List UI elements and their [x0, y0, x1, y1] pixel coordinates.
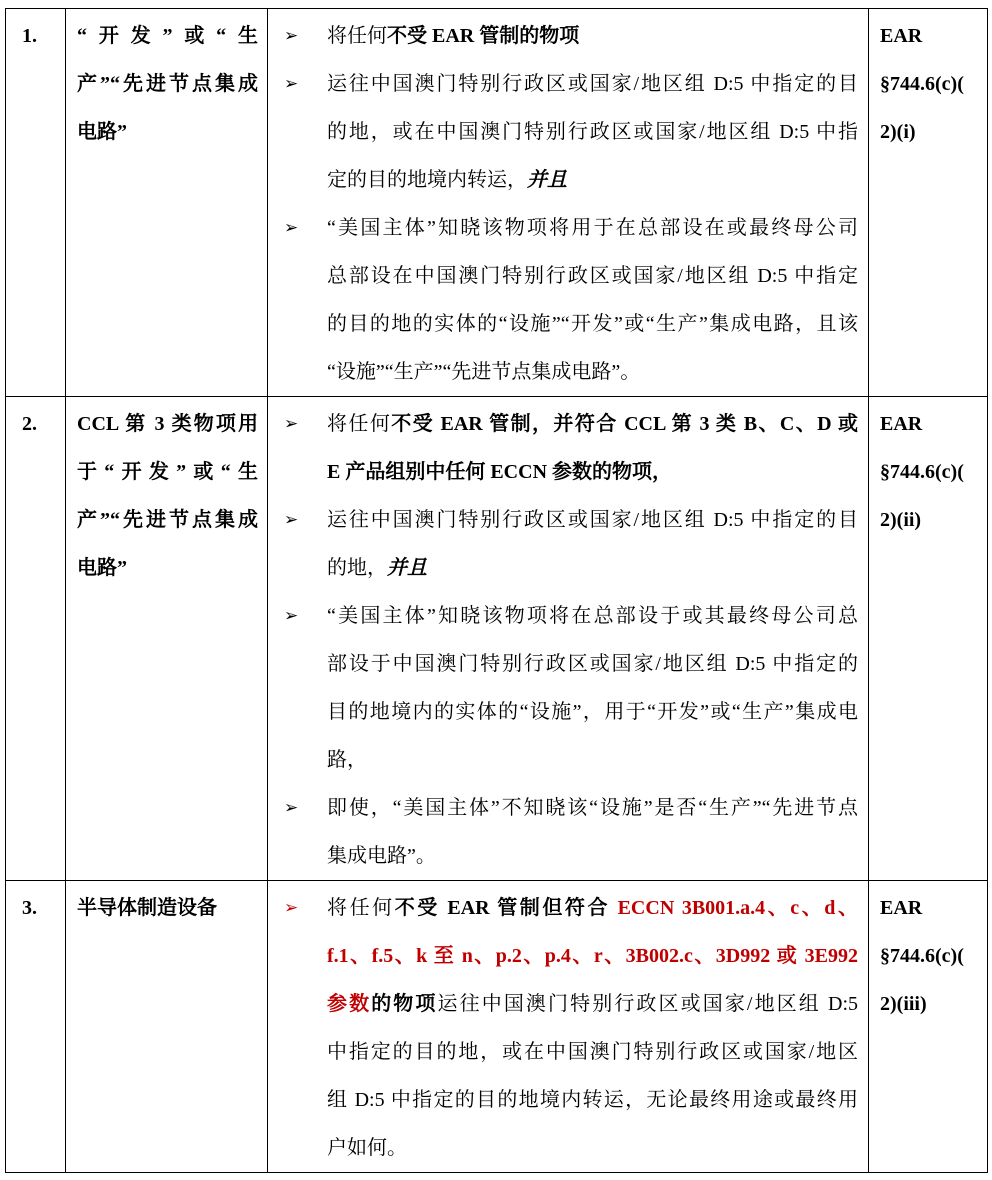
subject-line: CCL 第 3 类物项用 — [77, 413, 258, 435]
bullet-text — [327, 784, 858, 880]
highlighted-eccn-text: ECCN 3B001.a.4、c、d、 — [617, 897, 858, 919]
reference-line: §744.6(c)( — [880, 73, 964, 95]
text-segment: 将任何 — [327, 413, 392, 435]
bullet-line — [327, 496, 858, 544]
bullet-line — [327, 544, 858, 592]
text-segment: “设施”“生产”“先进节点集成电路”。 — [327, 361, 641, 383]
bullet-line — [327, 1028, 858, 1076]
bullet-line — [327, 400, 858, 448]
bullet-text — [327, 12, 858, 60]
reference-line: §744.6(c)( — [880, 461, 964, 483]
emphasized-text: 不受 EAR 管制，并符合 CCL 第 3 类 B、C、D 或 — [391, 413, 859, 435]
subject-line: “开发”或“生 — [77, 25, 258, 47]
text-segment: 运往中国澳门特别行政区或国家/地区组 D:5 中指定的目 — [327, 73, 858, 95]
text-segment: 将任何 — [327, 897, 395, 919]
reference-line: EAR — [880, 897, 923, 919]
regulation-table — [5, 8, 988, 1173]
requirement-bullet — [284, 60, 858, 204]
text-segment: 的地， — [327, 557, 387, 579]
table-row — [6, 397, 988, 881]
item-number: 3. — [22, 897, 37, 919]
text-segment: 定的目的地境内转运， — [327, 169, 527, 191]
item-number-cell — [6, 881, 66, 1173]
text-segment: 集成电路”。 — [327, 845, 436, 867]
text-segment: 目的地境内的实体的“设施”，用于“开发”或“生产”集成电 — [327, 701, 858, 723]
bullet-line — [327, 832, 858, 880]
reference-cell — [869, 9, 988, 397]
text-segment: 即使，“美国主体”不知晓该“设施”是否“生产”“先进节点 — [327, 797, 858, 819]
requirement-bullet — [284, 884, 858, 1172]
subject-cell — [66, 397, 268, 881]
bullet-line — [327, 1124, 858, 1172]
arrowhead-bullet-icon: ➢ — [284, 798, 299, 818]
bullet-line — [327, 640, 858, 688]
subject-line: 电路” — [77, 557, 127, 579]
subject-line: 产”“先进节点集成 — [77, 73, 258, 95]
bullet-line — [327, 592, 858, 640]
reference-line: 2)(iii) — [880, 993, 927, 1015]
reference-line: EAR — [880, 25, 923, 47]
text-segment: 路， — [327, 749, 367, 771]
arrowhead-bullet-icon: ➢ — [284, 510, 299, 530]
bullet-line — [327, 884, 858, 932]
arrowhead-bullet-icon: ➢ — [284, 74, 299, 94]
reference-line: 2)(i) — [880, 121, 916, 143]
reference-line: 2)(ii) — [880, 509, 922, 531]
bullet-line — [327, 784, 858, 832]
text-segment: “美国主体”知晓该物项将用于在总部设在或最终母公司 — [327, 217, 858, 239]
requirement-bullet — [284, 592, 858, 784]
text-segment: 将任何 — [327, 25, 387, 47]
emphasized-text: E 产品组别中任何 ECCN 参数的物项， — [327, 461, 673, 483]
bullet-text — [327, 204, 858, 396]
subject-cell — [66, 9, 268, 397]
requirements-cell — [268, 397, 869, 881]
text-segment: 的目的地的实体的“设施”“开发”或“生产”集成电路，且该 — [327, 313, 858, 335]
highlighted-eccn-text: 参数 — [327, 993, 372, 1015]
requirement-bullet — [284, 12, 858, 60]
bullet-text — [327, 60, 858, 204]
subject-cell — [66, 881, 268, 1173]
bullet-line — [327, 156, 858, 204]
text-segment: 的地，或在中国澳门特别行政区或国家/地区组 D:5 中指 — [327, 121, 858, 143]
bullet-line — [327, 448, 858, 496]
bullet-line — [327, 348, 858, 396]
bullet-line — [327, 60, 858, 108]
bullet-line — [327, 736, 858, 784]
subject-line: 电路” — [77, 121, 127, 143]
arrowhead-bullet-icon: ➢ — [284, 218, 299, 238]
requirements-cell — [268, 881, 869, 1173]
emphasized-text: 不受 EAR 管制的物项 — [387, 25, 580, 47]
subject-line: 于“开发”或“生 — [77, 461, 258, 483]
item-number: 1. — [22, 25, 37, 47]
bullet-line — [327, 1076, 858, 1124]
bullet-text — [327, 496, 858, 592]
bullet-line — [327, 108, 858, 156]
reference-line: §744.6(c)( — [880, 945, 964, 967]
arrowhead-bullet-icon: ➢ — [284, 414, 299, 434]
text-segment: 部设于中国澳门特别行政区或国家/地区组 D:5 中指定的 — [327, 653, 858, 675]
emphasized-text: 不受 EAR 管制但符合 — [394, 897, 618, 919]
bullet-text — [327, 884, 858, 1172]
subject-line: 产”“先进节点集成 — [77, 509, 258, 531]
table-row — [6, 9, 988, 397]
arrowhead-bullet-icon: ➢ — [284, 606, 299, 626]
emphasized-text: 的物项 — [371, 993, 438, 1015]
text-segment: 户如何。 — [327, 1137, 407, 1159]
arrowhead-bullet-icon: ➢ — [284, 26, 299, 46]
text-segment: 总部设在中国澳门特别行政区或国家/地区组 D:5 中指定 — [327, 265, 858, 287]
requirement-bullet — [284, 204, 858, 396]
requirement-bullet — [284, 496, 858, 592]
bullet-line — [327, 12, 858, 60]
bullet-line — [327, 204, 858, 252]
bullet-line — [327, 980, 858, 1028]
table-row — [6, 881, 988, 1173]
text-segment: 组 D:5 中指定的目的地境内转运，无论最终用途或最终用 — [327, 1089, 858, 1111]
requirements-cell — [268, 9, 869, 397]
arrowhead-bullet-icon: ➢ — [284, 898, 299, 918]
highlighted-eccn-text: f.1、f.5、k 至 n、p.2、p.4、r、3B002.c、3D992 或 3E992 — [327, 945, 858, 967]
item-number-cell — [6, 9, 66, 397]
text-segment: 运往中国澳门特别行政区或国家/地区组 D:5 — [437, 993, 859, 1015]
requirement-bullet — [284, 400, 858, 496]
bullet-text — [327, 400, 858, 496]
text-segment: “美国主体”知晓该物项将在总部设于或其最终母公司总 — [327, 605, 858, 627]
text-segment: 运往中国澳门特别行政区或国家/地区组 D:5 中指定的目 — [327, 509, 858, 531]
bullet-line — [327, 688, 858, 736]
emphasized-text: 并且 — [527, 169, 567, 191]
bullet-line — [327, 300, 858, 348]
reference-line: EAR — [880, 413, 923, 435]
bullet-text — [327, 592, 858, 784]
subject-line: 半导体制造设备 — [77, 897, 217, 919]
reference-cell — [869, 397, 988, 881]
bullet-line — [327, 252, 858, 300]
item-number: 2. — [22, 413, 37, 435]
requirement-bullet — [284, 784, 858, 880]
text-segment: 中指定的目的地，或在中国澳门特别行政区或国家/地区 — [327, 1041, 858, 1063]
reference-cell — [869, 881, 988, 1173]
bullet-line — [327, 932, 858, 980]
item-number-cell — [6, 397, 66, 881]
emphasized-text: 并且 — [387, 557, 427, 579]
